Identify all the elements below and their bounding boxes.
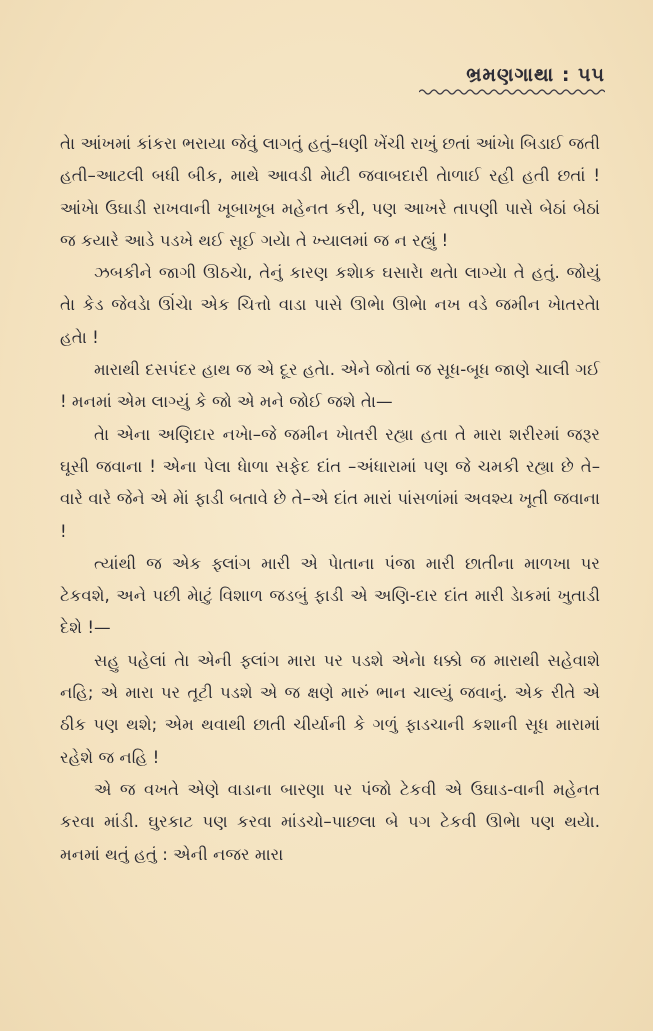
page-body bbox=[60, 128, 600, 871]
paragraph: એ જ વખતે એણે વાડાના બારણા પર પંજો ટેકવી એ ઉઘાડ-વાની મહેનત કરવા માંડી. ઘુરકાટ પણ કરવા માંડચો–પાછલા બે પગ ટેકવી ઊભેા પણ થયેા. મનમાં થતું હતું : એની નજર મારા bbox=[60, 779, 600, 864]
paragraph: ત્યાંથી જ એક ફ્લાંગ મારી એ પેાતાના પંજા મારી છાતીના માળખા પર ટેકવશે, અને પછી મેાટું વિશાળ જડબું ફાડી એ અણિ-દાર દાંત મારી ડેાકમાં ખુતાડી દેશે !— bbox=[60, 553, 600, 638]
paragraph: મારાથી દસપંદર હાથ જ એ દૂર હતેા. એને જોતાં જ સૂધ-બૂધ જાણે ચાલી ગઈ ! મનમાં એમ લાગ્યું કે જો એ મને જોઈ જશે તેા— bbox=[60, 360, 600, 412]
running-title: ભ્રમણગાથા : ૫૫ bbox=[466, 64, 605, 86]
paragraph: ઝબકીને જાગી ઊઠચેા, તેનું કારણ કશેાક ઘસારેા થતેા લાગ્યેા તે હતું. જોયું તેા કેડ જેવડેા ઊંચેા એક ચિત્તો વાડા પાસે ઊભેા ઊભેા નખ વડે જમીન ખેાતરતેા હતેા ! bbox=[60, 263, 600, 347]
paragraph: તેા એના અણિદાર નખેા–જે જમીન ખેાતરી રહ્યા હતા તે મારા શરીરમાં જરૂર ઘૂસી જવાના ! એના પેલા ધેાળા સફેદ દાંત –અંધારામાં પણ જે ચમકી રહ્યા છે તે–વારે વારે જેને એ મેાં ફાડી બતાવે છે તે–એ દાંત મારાં પાંસળાંમાં અવશ્ય ખૂતી જવાના ! bbox=[60, 424, 600, 541]
wavy-underline bbox=[419, 88, 605, 96]
paragraph: તેા આંખમાં કાંકરા ભરાયા જેવું લાગતું હતું–ધણી ખેંચી રાખું છતાં આંખેા બિડાઈ જતી હતી–આટલી બધી બીક, માથે આવડી મેાટી જવાબદારી તેાળાઈ રહી હતી છતાં ! આંખેા ઉઘાડી રાખવાની ખૂબાખૂબ મહેનત કરી, પણ આખરે તાપણી પાસે બેઠાં બેઠાં જ કયારે આડે પડખે થઈ સૂઈ ગયેા તે ખ્યાલમાં જ ન રહ્યું ! bbox=[60, 134, 600, 250]
page-header bbox=[419, 64, 605, 96]
paragraph: સહુ પહેલાં તેા એની ફ્લાંગ મારા પર પડશે એનેા ધક્કો જ મારાથી સહેવાશે નહિ; એ મારા પર તૂટી પડશે એ જ ક્ષણે મારું ભાન ચાલ્યું જવાનું. એક રીતે એ ઠીક પણ થશે; એમ થવાથી છાતી ચીર્યાની કે ગળું ફાડચાની કશાની સૂધ મારામાં રહેશે જ નહિ ! bbox=[60, 650, 600, 767]
